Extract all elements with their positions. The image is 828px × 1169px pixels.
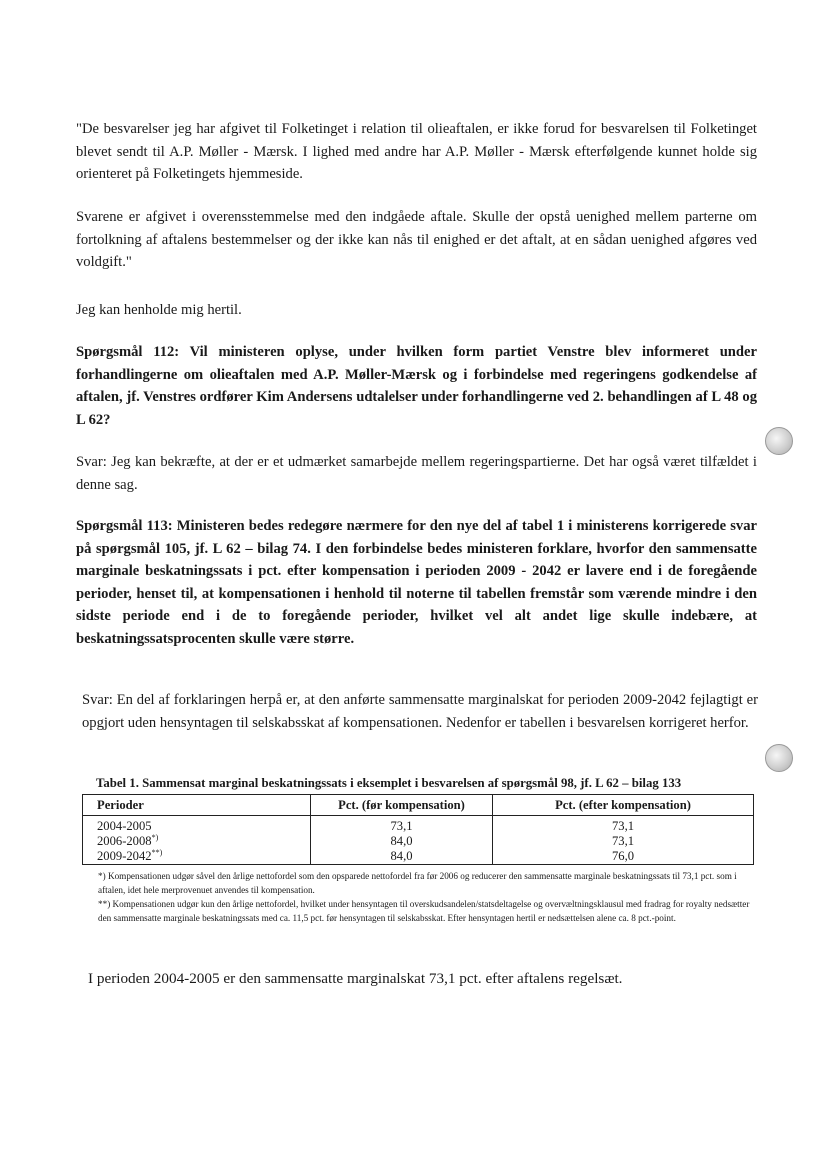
period-label: 2006-2008 <box>97 834 152 848</box>
quote-paragraph-1: "De besvarelser jeg har afgivet til Folketinget i relation til olieaftalen, er ikke forud for besvarelsen til Folketinget blevet sendt til A.P. Møller - Mærsk. I lighed med andre har A.P. Møller - Mærsk efterfølgende kunnet holde sig orienteret på Folketingets hjemmeside. <box>76 121 757 182</box>
period-cell <box>83 834 311 849</box>
answer-113: Svar: En del af forklaringen herpå er, at den anførte sammensatte marginalskat for perioden 2009-2042 fejlagtigt er opgjort uden hensyntagen til selskabsskat af kompensationen. Nedenfor er tabellen i besvarelsen korrigeret herfor. <box>82 692 758 731</box>
question-113: Spørgsmål 113: Ministeren bedes redegøre nærmere for den nye del af tabel 1 i ministerens korrigerede svar på spørgsmål 105, jf. L 62 – bilag 74. I den forbindelse bedes ministeren forklare, hvorfor den sammensatte marginale beskatningssats i pct. efter kompensation i perioden 2009 - 2042 er lavere end i de foregående perioder, henset til, at kompensationen i henhold til noterne til tabellen fremstår som værende mindre i den sidste periode end i de to foregående perioder, hvilket vel alt andet lige skulle indebære, at beskatningssatsprocenten skulle være større. <box>76 518 757 647</box>
period-cell <box>83 816 311 835</box>
after-value-cell: 73,1 <box>493 834 754 849</box>
table-header-row <box>83 795 754 816</box>
table-caption: Tabel 1. Sammensat marginal beskatningssats i eksemplet i besvarelsen af spørgsmål 98, jf. L 62 – bilag 133 <box>96 776 682 790</box>
footnote-1: *) Kompensationen udgør såvel den årlige nettofordel som den opsparede nettofordel fra før 2006 og reducerer den sammensatte marginale beskatningssats til 73,1 pct. som i aftalen, idet hele merprovenuet anvendes til kompensation. <box>98 871 737 895</box>
period-label: 2009-2042 <box>97 849 152 863</box>
punch-hole-mark <box>765 744 793 772</box>
table-row <box>83 816 754 835</box>
answer-112: Svar: Jeg kan bekræfte, at der er et udmærket samarbejde mellem regeringspartierne. Det har også været tilfældet i denne sag. <box>76 454 757 493</box>
before-value-cell: 84,0 <box>311 849 493 865</box>
before-value-cell: 73,1 <box>311 816 493 835</box>
after-value-cell: 76,0 <box>493 849 754 865</box>
quote-paragraph-2: Svarene er afgivet i overensstemmelse med den indgåede aftale. Skulle der opstå uenighed mellem parterne om fortolkning af aftalens bestemmelser og der ikke kan nås til enighed er det aftalt, at en sådan uenighed afgøres ved voldgift." <box>76 209 757 270</box>
table-row <box>83 849 754 865</box>
column-header-after: Pct. (efter kompensation) <box>493 795 754 816</box>
before-value-cell: 84,0 <box>311 834 493 849</box>
column-header-periods: Perioder <box>83 795 311 816</box>
reference-paragraph: Jeg kan henholde mig hertil. <box>76 302 242 318</box>
period-label: 2004-2005 <box>97 819 152 833</box>
tax-rate-table <box>82 794 754 865</box>
table-footnotes <box>98 869 764 925</box>
footnote-marker: *) <box>151 832 159 842</box>
punch-hole-mark <box>765 427 793 455</box>
footnote-2: **) Kompensationen udgør kun den årlige nettofordel, hvilket under hensyntagen til overskudsandelen/statsdeltagelse og overvæltningsklausul med fradrag for royalty nedsætter den sammensatte marginale beskatningssats med ca. 11,5 pct. før hensyntagen til selskabsskat. Efter hensyntagen hertil er nedsættelsen alene ca. 8 pct.-point. <box>98 899 750 923</box>
column-header-before: Pct. (før kompensation) <box>311 795 493 816</box>
period-cell <box>83 849 311 865</box>
closing-paragraph: I perioden 2004-2005 er den sammensatte marginalskat 73,1 pct. efter aftalens regelsæt. <box>88 970 623 987</box>
table-section <box>82 776 758 925</box>
footnote-marker: **) <box>151 847 163 857</box>
question-112: Spørgsmål 112: Vil ministeren oplyse, under hvilken form partiet Venstre blev informeret under forhandlingerne om olieaftalen med A.P. Møller-Mærsk og i forbindelse med regeringens godkendelse af aftalen, jf. Venstres ordfører Kim Andersens udtalelser under forhandlingerne ved 2. behandlingen af L 48 og L 62? <box>76 344 757 428</box>
after-value-cell: 73,1 <box>493 816 754 835</box>
table-row <box>83 834 754 849</box>
